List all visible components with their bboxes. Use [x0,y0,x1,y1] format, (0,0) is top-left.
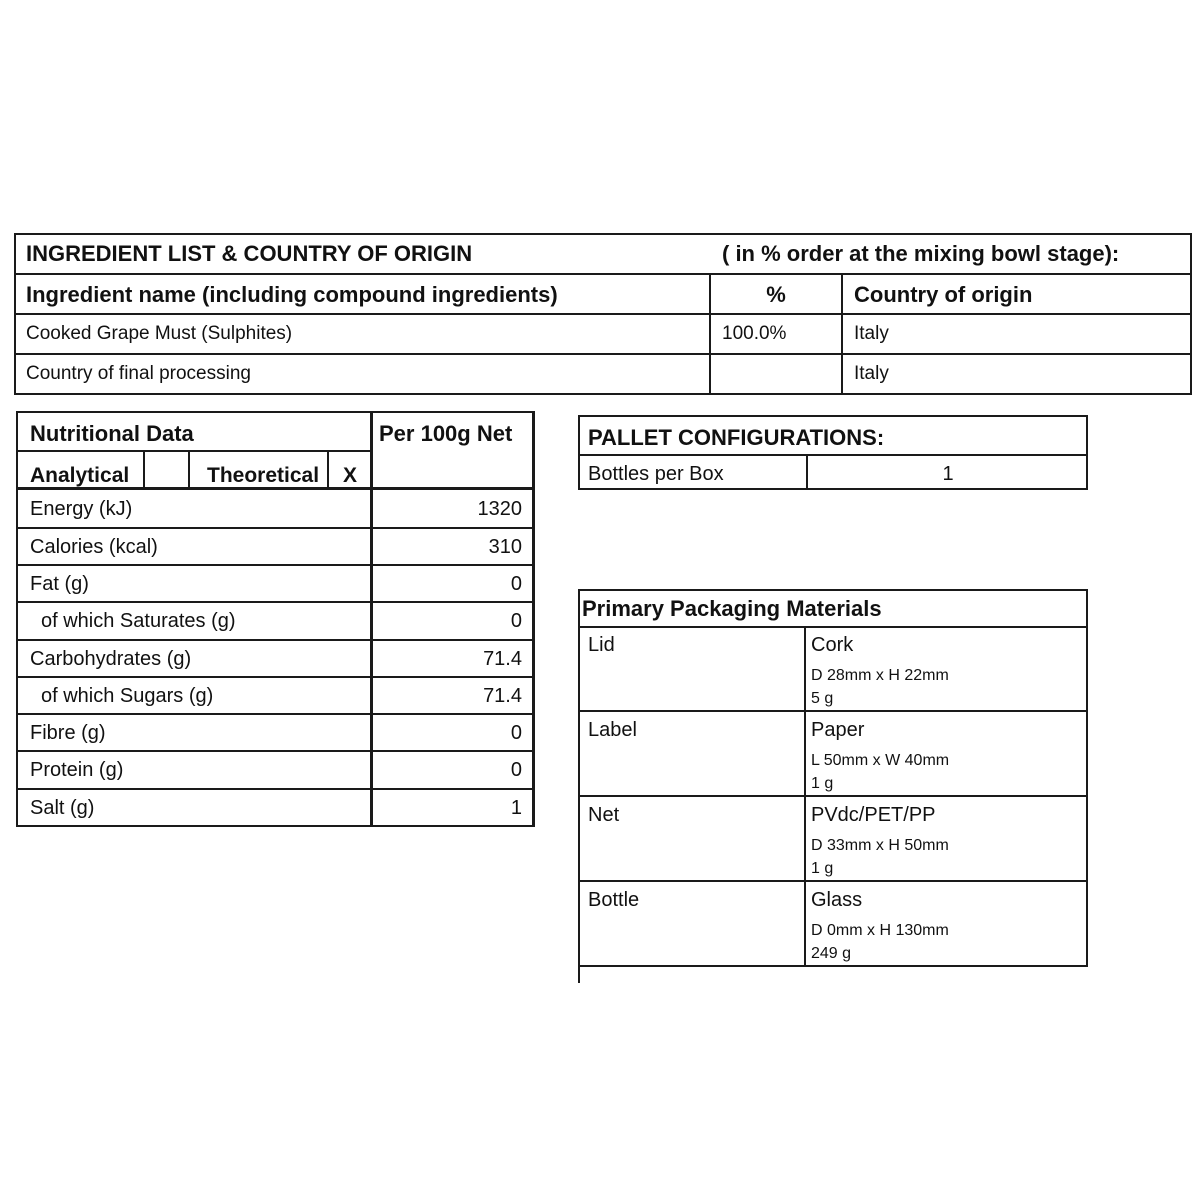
ingredient-subtitle: ( in % order at the mixing bowl stage): [722,241,1120,266]
packaging-component: Label [588,719,637,741]
final-processing-country: Italy [854,363,889,384]
nutrient-label: Fibre (g) [30,722,106,744]
table-border [327,450,329,488]
packaging-weight: 5 g [811,690,834,707]
nutrient-value: 1320 [477,498,522,520]
ingredient-name: Cooked Grape Must (Sulphites) [26,323,293,344]
theoretical-label: Theoretical [207,464,320,487]
nutrient-value: 0 [510,610,522,632]
per-100g-label: Per 100g Net [379,421,513,446]
pallet-title: PALLET CONFIGURATIONS: [588,425,885,450]
header-country: Country of origin [854,282,1033,307]
nutrient-value: 0 [510,573,522,595]
table-border [16,788,534,790]
table-border [578,415,1088,417]
packaging-dimensions: L 50mm x W 40mm [811,752,950,769]
table-border [14,233,16,395]
nutrient-label: Carbohydrates (g) [30,648,192,670]
table-border [1086,589,1088,967]
nutrition-title: Nutritional Data [30,421,194,446]
nutrient-value: 71.4 [483,648,522,670]
table-border [532,411,535,827]
table-border [578,415,580,490]
nutrient-label: Salt (g) [30,797,95,819]
final-processing-label: Country of final processing [26,363,251,384]
ingredient-percent: 100.0% [722,323,787,344]
table-border [14,233,1192,235]
table-border [143,450,145,488]
packaging-component: Bottle [588,889,640,911]
table-border [578,488,1088,490]
nutrient-label: Energy (kJ) [30,498,133,520]
table-border [578,710,1088,712]
packaging-component: Lid [588,634,615,656]
nutrient-value: 0 [510,759,522,781]
packaging-material: PVdc/PET/PP [811,804,936,826]
table-border [578,965,1088,967]
nutrient-label: of which Sugars (g) [41,685,214,707]
table-border [16,411,18,827]
table-border [804,626,806,967]
table-border [578,626,1088,628]
table-border [578,589,1088,591]
table-border [16,750,534,752]
ingredient-country: Italy [854,323,889,344]
table-border [16,713,534,715]
nutrient-value: 0 [510,722,522,744]
table-border [841,273,843,395]
nutrient-value: 1 [510,797,522,819]
packaging-weight: 1 g [811,775,834,792]
table-border [14,353,1192,355]
table-border [16,639,534,641]
packaging-dimensions: D 33mm x H 50mm [811,837,949,854]
nutrient-label: Protein (g) [30,759,124,781]
packaging-dimensions: D 0mm x H 130mm [811,922,949,939]
table-border [16,601,534,603]
nutrient-label: of which Saturates (g) [41,610,236,632]
header-ingredient-name: Ingredient name (including compound ingredients) [26,282,558,307]
table-border [578,589,580,983]
packaging-material: Cork [811,634,854,656]
analytical-label: Analytical [30,464,130,487]
table-border [14,273,1192,275]
table-border [16,676,534,678]
nutrient-label: Fat (g) [30,573,89,595]
table-border [188,450,190,488]
table-border [14,393,1192,395]
table-border [16,825,534,827]
ingredient-title: INGREDIENT LIST & COUNTRY OF ORIGIN [26,241,473,266]
table-border [16,527,534,529]
pallet-label: Bottles per Box [588,463,724,485]
table-border [578,454,1088,456]
table-border [14,313,1192,315]
nutrient-value: 71.4 [483,685,522,707]
table-border [16,450,372,452]
table-border [370,411,373,827]
packaging-dimensions: D 28mm x H 22mm [811,667,949,684]
nutrient-label: Calories (kcal) [30,536,158,558]
table-border [578,795,1088,797]
packaging-material: Glass [811,889,863,911]
header-percent: % [766,282,786,307]
table-border [16,487,534,490]
packaging-component: Net [588,804,620,826]
table-border [578,880,1088,882]
pallet-value: 1 [942,463,954,485]
packaging-title: Primary Packaging Materials [582,596,882,621]
nutrient-value: 310 [488,536,522,558]
table-border [1190,233,1192,395]
packaging-weight: 1 g [811,860,834,877]
table-border [16,411,534,413]
packaging-material: Paper [811,719,865,741]
table-border [16,564,534,566]
packaging-weight: 249 g [811,945,852,962]
theoretical-mark: X [343,464,358,487]
